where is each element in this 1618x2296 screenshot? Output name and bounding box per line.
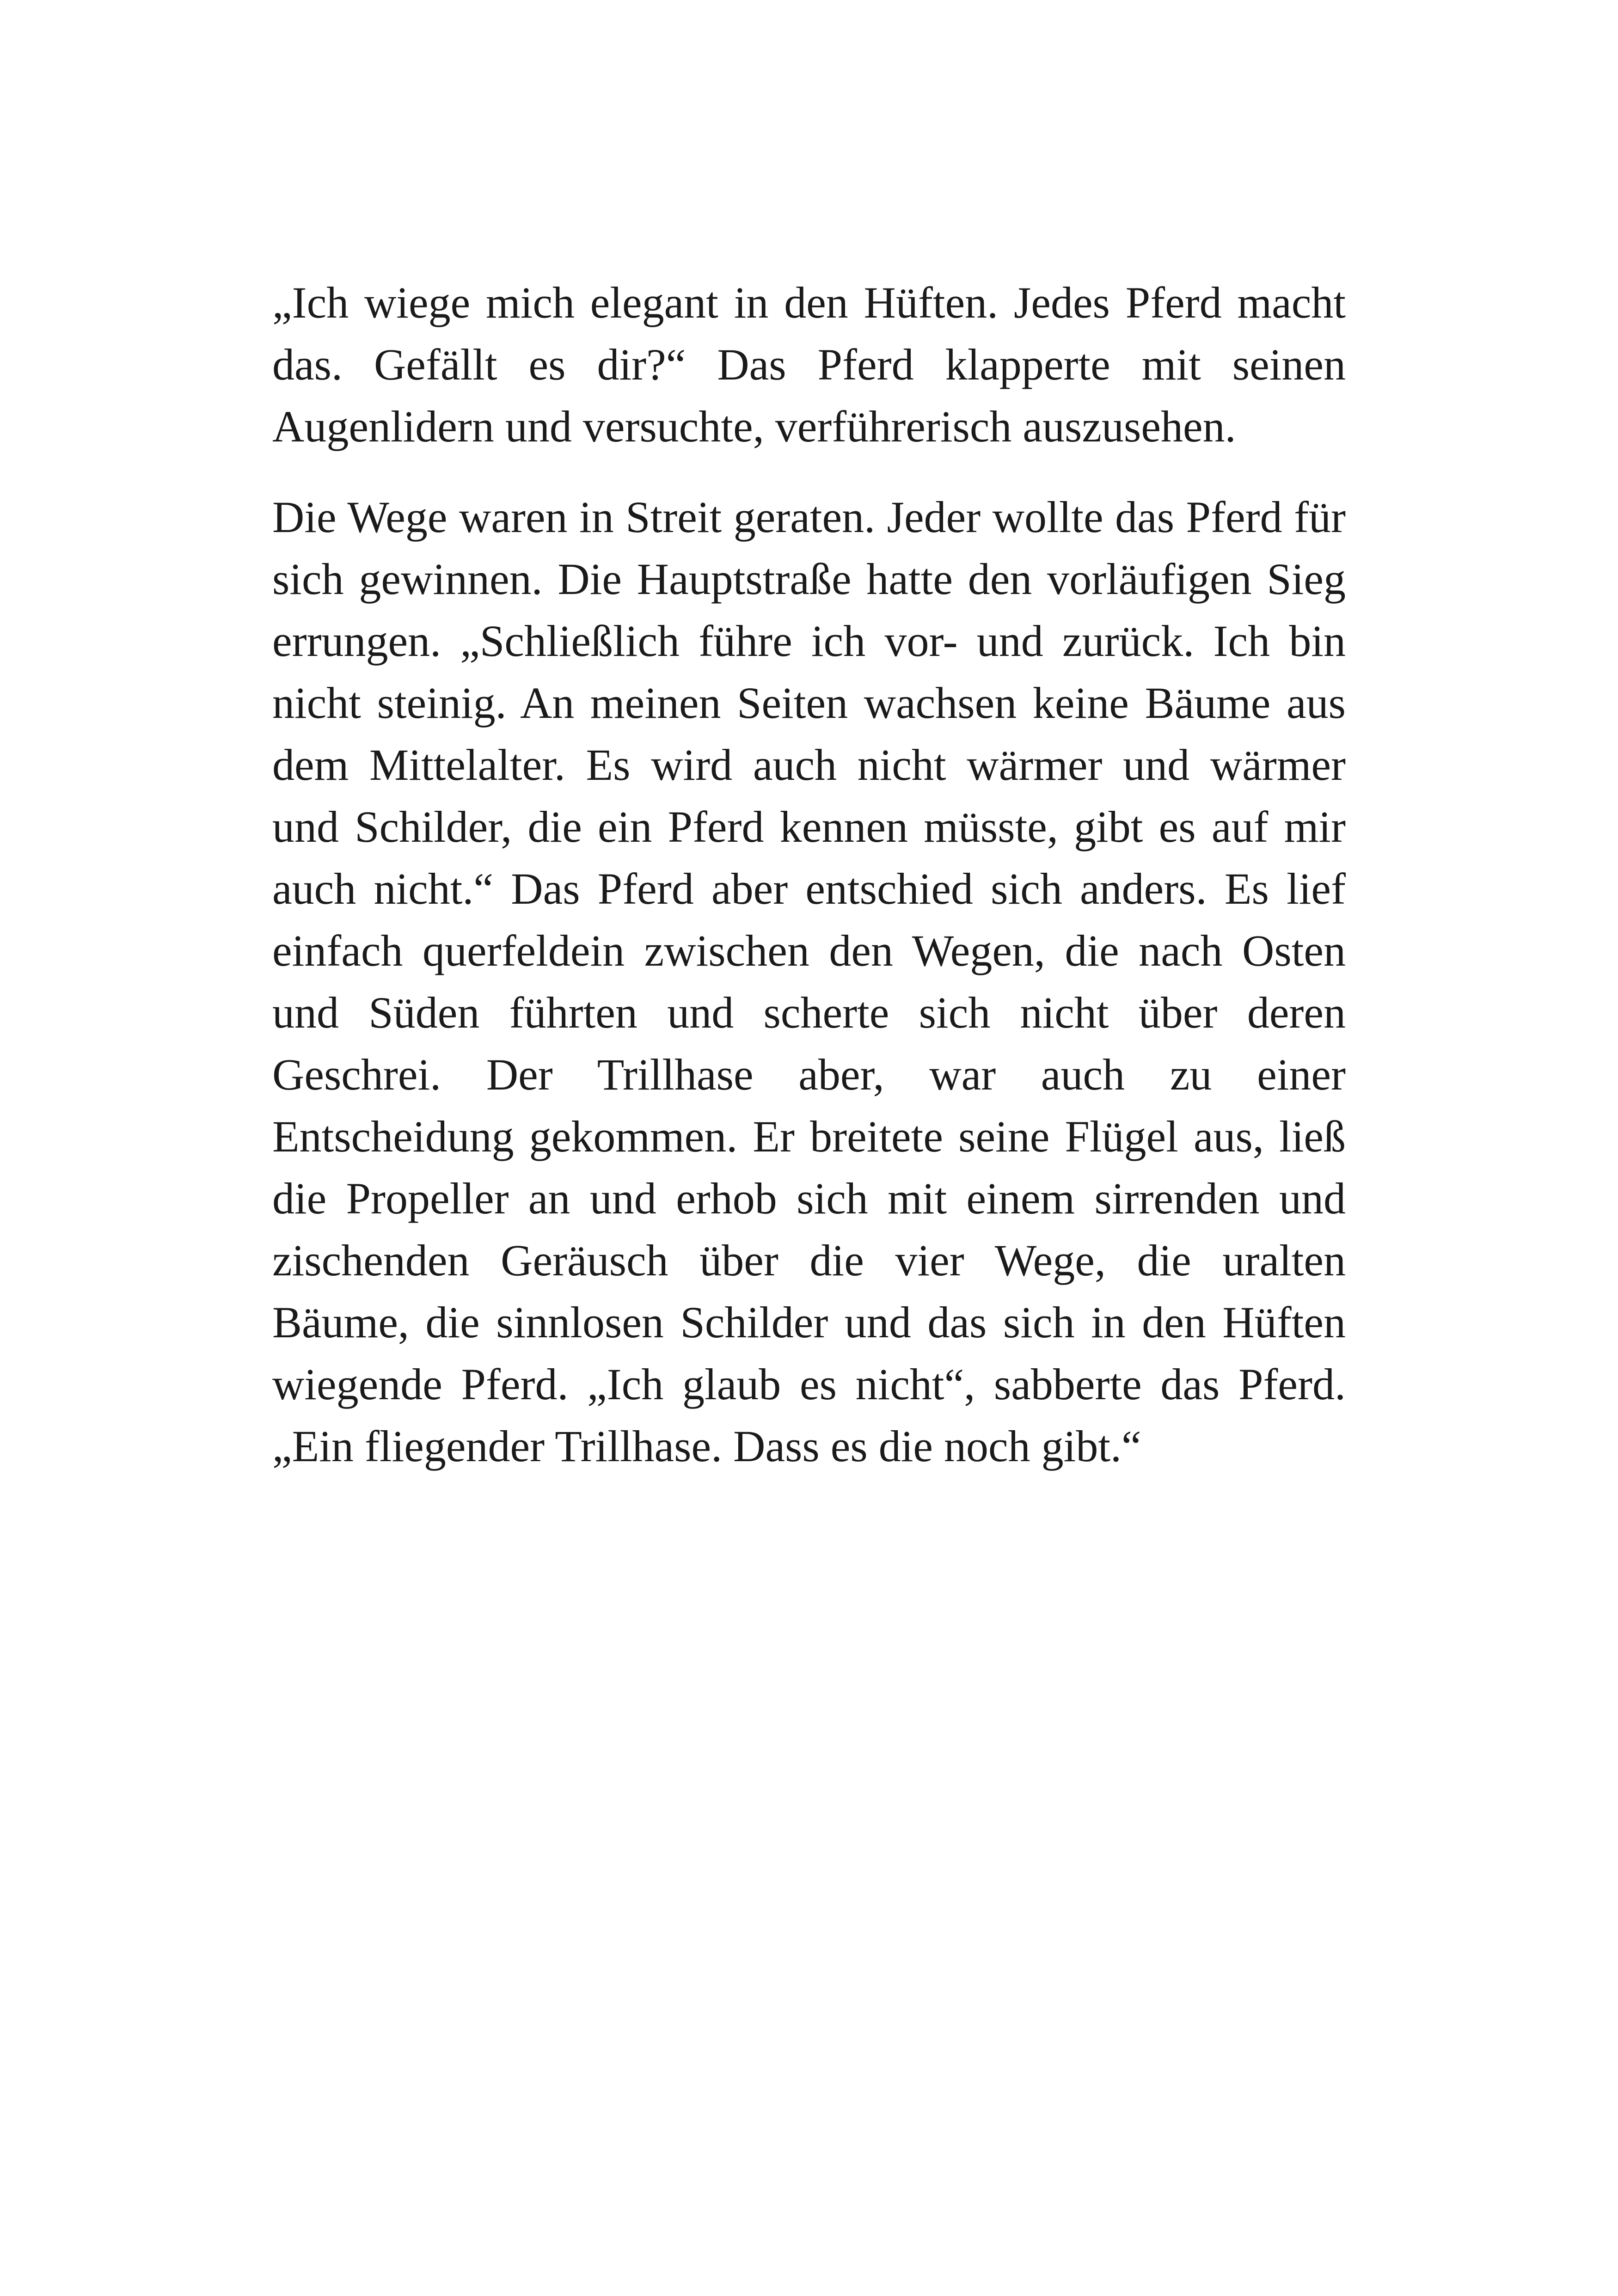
body-text [272, 272, 1346, 1477]
paragraph-1: „Ich wiege mich elegant in den Hüften. Jedes Pferd macht das. Gefällt es dir?“ Das Pferd klapperte mit seinen Augenlidern und versuchte, verführerisch auszusehen. [272, 278, 1346, 451]
paragraph-2: Die Wege waren in Streit geraten. Jeder wollte das Pferd für sich gewinnen. Die Hauptstraße hatte den vorläufigen Sieg errungen. „Schließlich führe ich vor- und zurück. Ich bin nicht steinig. An meinen Seiten wachsen keine Bäume aus dem Mittelalter. Es wird auch nicht wärmer und wärmer und Schilder, die ein Pferd kennen müsste, gibt es auf mir auch nicht.“ Das Pferd aber entschied sich anders. Es lief einfach querfeldein zwischen den Wegen, die nach Osten und Süden führten und scherte sich nicht über deren Geschrei. Der Trillhase aber, war auch zu einer Entscheidung gekommen. Er breitete seine Flügel aus, ließ die Propeller an und erhob sich mit einem sirrenden und zischenden Geräusch über die vier Wege, die uralten Bäume, die sinnlosen Schilder und das sich in den Hüften wiegende Pferd. „Ich glaub es nicht“, sabberte das Pferd. „Ein fliegender Trillhase. Dass es die noch gibt.“ [272, 492, 1346, 1471]
